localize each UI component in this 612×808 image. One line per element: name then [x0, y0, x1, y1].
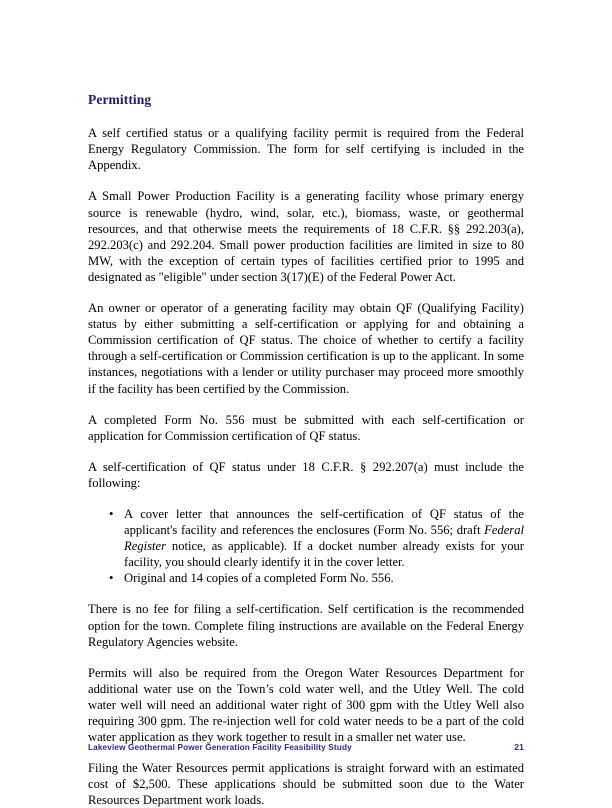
- paragraph-4: A completed Form No. 556 must be submitted with each self-certification or application for Commission certification of QF status.: [88, 412, 524, 443]
- page-title: Permitting: [88, 92, 152, 107]
- list-item: [88, 570, 524, 586]
- bullet-icon: •: [109, 571, 114, 586]
- list-item-text-after: notice, as applicable). If a docket number already exists for your facility, you should clearly identify it in the cover letter.: [124, 539, 524, 570]
- footer-page-number: 21: [514, 742, 524, 752]
- bullet-icon: •: [109, 506, 114, 521]
- paragraph-6: There is no fee for filing a self-certification. Self certification is the recommended option for the town. Complete filing instructions are available on the Federal Energy Regulatory Agencies website.: [88, 602, 524, 649]
- paragraph-3: An owner or operator of a generating facility may obtain QF (Qualifying Facility) status by either submitting a self-certification or applying for and obtaining a Commission certification of QF status. The choice of whether to certify a facility through a self-certification or Commission certification is up to the applicant. In some instances, negotiations with a lender or utility purchaser may proceed more smoothly if the facility has been certified by the Commission.: [88, 301, 524, 396]
- list-item-text-before: Original and 14 copies of a completed Form No. 556.: [124, 571, 394, 586]
- footer-document-title: Lakeview Geothermal Power Generation Facility Feasibility Study: [88, 743, 352, 752]
- page-content: [88, 92, 524, 808]
- paragraph-2: A Small Power Production Facility is a generating facility whose primary energy source is renewable (hydro, wind, solar, etc.), biomass, waste, or geothermal resources, and that otherwise meets the requirements of 18 C.F.R. §§ 292.203(a), 292.203(c) and 292.204. Small power production facilities are limited in size to 80 MW, with the exception of certain types of facilities certified prior to 1995 and designated as "eligible" under section 3(17)(E) of the Federal Power Act.: [88, 189, 524, 284]
- paragraph-7: Permits will also be required from the Oregon Water Resources Department for additional water use on the Town’s cold water well, and the Utley Well. The cold water well will need an additional water right of 300 gpm with the Utley Well also requiring 300 gpm. The re-injection well for cold water needs to be a part of the cold water application as they work together to result in a smaller net water use.: [88, 665, 524, 745]
- requirements-list: [88, 506, 524, 586]
- page-footer: [88, 742, 524, 752]
- paragraph-1: A self certified status or a qualifying facility permit is required from the Federal Energy Regulatory Commission. The form for self certifying is included in the Appendix.: [88, 126, 524, 173]
- list-item-text-italic: Federal Register: [124, 523, 524, 554]
- list-item-text-before: A cover letter that announces the self-certification of QF status of the applicant's facility and references the enclosures (Form No. 556; draft: [124, 506, 524, 538]
- paragraph-5: A self-certification of QF status under 18 C.F.R. § 292.207(a) must include the following:: [88, 459, 524, 490]
- list-item: [88, 506, 524, 570]
- paragraph-8: Filing the Water Resources permit applications is straight forward with an estimated cost of $2,500. These applications should be submitted soon due to the Water Resources Department work loads.: [88, 761, 524, 808]
